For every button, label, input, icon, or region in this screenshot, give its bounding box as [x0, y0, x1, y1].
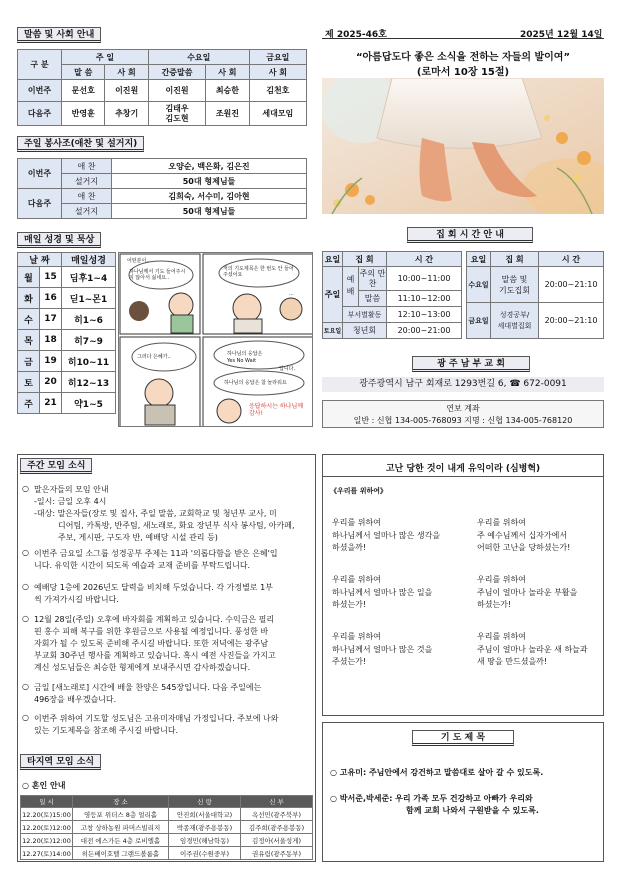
hymn-line: 하나님께서 얼마나 많은 것을 — [332, 644, 433, 654]
comic-bubble-7: 하나님의 응답은 참 놀라워요 — [224, 380, 287, 386]
hymn-line: 우리를 위하여 — [477, 632, 526, 641]
roles-cell: 김태우 김도현 — [148, 102, 205, 126]
schedule-name: 주의 만찬 — [359, 267, 387, 291]
weekly-item: ○ 12월 28일(주일) 오후에 바자회를 계획하고 있습니다. 수익금은 필리 핀 홍수 피해 복구를 위한 후원금으로 사용될 예정입니다. 풍성한 바 자회가 될 수 있도록 준비해 주시길 바랍니다. 또한 저녁에는 광주남 부교회 30주년 행사를 계획하고 있습니다. 혹시 예전 사진들을 가지고 계신 성도님들은 최승한 형제에게 보내주시면 감사하겠습니다. — [22, 614, 312, 674]
hymn-left-stanza — [332, 574, 472, 612]
roles-subhead: 사 회 — [105, 65, 148, 80]
wedding-cell: 대전 에스가든 4층 로비엘홀 — [73, 834, 169, 847]
bible-day: 주 — [18, 393, 40, 414]
schedule-time: 20:00~21:00 — [387, 323, 462, 339]
weekly-line: 이번주 금요일 소그룹 성경공부 주제는 11과 '의롭다함을 받은 은혜'입 — [34, 549, 278, 558]
feet-illustration — [322, 78, 604, 214]
bible-date: 19 — [40, 351, 62, 372]
weekly-item: ○ 예배당 1층에 2026년도 달력을 비치해 두었습니다. 각 가정별로 1부 씩 가져가시길 바랍니다. — [22, 582, 312, 606]
account-numbers: 일반 : 신협 134-005-768093 지명 : 신협 134-005-768120 — [353, 416, 573, 425]
wedding-cell: 히든베이호텔 그랜드볼룸홀 — [73, 847, 169, 860]
wedding-cell: 12.20(토)15:00 — [21, 808, 73, 821]
roles-cell: 세대모임 — [249, 102, 306, 126]
weekly-line: 니다. 유익한 시간이 되도록 예습과 교재 준비를 부탁드립니다. — [34, 561, 251, 570]
verse-ref: (로마서 10장 15절) — [416, 67, 510, 78]
wedding-head: 장 소 — [73, 796, 169, 808]
weekly-line: 자회가 될 수 있도록 준비해 주시길 바랍니다. 또한 저녁에는 광주남 — [34, 639, 269, 648]
roles-subhead: 사 회 — [249, 65, 306, 80]
hymn-line: 어떠한 고난을 당하셨는가! — [477, 543, 571, 552]
hymn-line: 하나님께서 얼마나 많은 생각을 — [332, 530, 441, 540]
service-role: 애 찬 — [62, 189, 112, 204]
schedule-day: 수요일 — [467, 267, 491, 303]
roles-cell: 반영훈 — [62, 102, 105, 126]
schedule-head: 시 간 — [387, 252, 462, 267]
roles-subhead: 말 씀 — [62, 65, 105, 80]
weekly-item: ○ 금일 [새노래로] 시간에 배울 찬양은 545장입니다. 다음 주일에는 496장을 배우겠습니다. — [22, 682, 312, 706]
weekly-line: 씩 가져가시길 바랍니다. — [34, 595, 119, 604]
bible-day: 금 — [18, 351, 40, 372]
weekly-line: 496장을 배우겠습니다. — [34, 695, 117, 704]
bible-reading: 히1~6 — [62, 309, 116, 330]
hymn-line: 하셨는가! — [332, 600, 367, 609]
service-section-title: 주일 봉사조(애찬 및 설거지) — [17, 136, 144, 152]
bible-reading: 딛1~몬1 — [62, 288, 116, 309]
bible-date: 16 — [40, 288, 62, 309]
hymn-line: 우리를 위하여 — [332, 575, 381, 584]
roles-row-label: 다음주 — [18, 102, 62, 126]
bible-reading: 히12~13 — [62, 372, 116, 393]
prayer-text: : 우리 가족 모두 건강하고 아빠가 우리와 — [389, 794, 533, 803]
roles-cell: 이진원 — [148, 80, 205, 102]
comic-bubble-5: 하나님의 응답은 — [227, 351, 263, 357]
bible-head-text: 매일성경 — [62, 253, 116, 267]
bible-reading: 딤후1~4 — [62, 267, 116, 288]
wedding-cell: 12.27(토)14:00 — [21, 847, 73, 860]
schedule-name: 청년회 — [343, 323, 387, 339]
schedule-head: 집 회 — [343, 252, 387, 267]
weekly-line: 예배당 1층에 2026년도 달력을 비치해 두었습니다. 각 가정별로 1부 — [34, 583, 273, 592]
wedding-head: 신 랑 — [169, 796, 241, 808]
wedding-cell: 옥선민(광주북부) — [241, 808, 313, 821]
hymn-rule — [322, 476, 604, 477]
wedding-cell: 김정아(서울성게) — [241, 834, 313, 847]
bible-day: 목 — [18, 330, 40, 351]
prayer-name: 박서준,박세준 — [339, 794, 390, 803]
comic-bubble-2: 저의 기도제목은 한 번도 안 들어주셨어요 — [223, 266, 294, 278]
schedule-day: 토요일 — [323, 323, 343, 339]
hymn-line: 주님이 얼마나 놀라운 부활을 — [477, 587, 578, 597]
wedding-cell: 권유림(광주동부) — [241, 847, 313, 860]
verse-text: “아름답도다 좋은 소식을 전하는 자들의 발이여” — [355, 52, 571, 63]
hymn-right-stanza — [477, 574, 603, 612]
wedding-cell: 박종재(광주용봉동) — [169, 821, 241, 834]
roles-cell: 이진원 — [105, 80, 148, 102]
prayer-name: 고유미 — [339, 768, 363, 777]
weekly-line: 금일 [새노래로] 시간에 배울 찬양은 545장입니다. 다음 주일에는 — [34, 683, 262, 692]
bible-head-date: 날 짜 — [18, 253, 62, 267]
bible-date: 15 — [40, 267, 62, 288]
service-week: 이번주 — [18, 159, 62, 189]
comic-caption: 응답하시는 하나님께 감사! — [249, 403, 304, 417]
wedding-cell: 영등포 위더스 8층 얼리홀 — [73, 808, 169, 821]
wedding-head: 일 시 — [21, 796, 73, 808]
roles-section-title: 말씀 및 사회 안내 — [17, 27, 101, 43]
wedding-cell: 12.20(토)12:00 — [21, 821, 73, 834]
hymn-line: 주 예수님께서 십자가에서 — [477, 530, 568, 540]
weekly-line: 12월 28일(주일) 오후에 바자회를 계획하고 있습니다. 수익금은 필리 — [34, 615, 275, 624]
wedding-cell: 김주희(광주용봉동) — [241, 821, 313, 834]
schedule-name: 성경공부/ 세대별집회 — [491, 303, 539, 339]
schedule-head: 요일 — [467, 252, 491, 267]
service-who: 오양순, 백은화, 김은진 — [112, 159, 307, 174]
weekly-line: 말은자들의 모임 안내 — [34, 485, 109, 494]
schedule-head: 요일 — [323, 252, 343, 267]
service-week: 다음주 — [18, 189, 62, 219]
comic-bubble-8: 입니다. — [279, 366, 296, 372]
hymn-right-stanza — [477, 631, 603, 669]
weekly-item: ○ 이번주 위하여 기도할 성도님은 고유미자매님 가정입니다. 주보에 나와 있는 기도제목을 참조해 주시길 바랍니다. — [22, 713, 312, 737]
roles-subhead: 간증말씀 — [148, 65, 205, 80]
hymn-line: 하셨을까! — [332, 543, 367, 552]
church-name: 광 주 남 부 교 회 — [412, 356, 530, 372]
prayer-text: : 주님안에서 강건하고 말씀대로 살아 갈 수 있도록. — [362, 768, 544, 777]
wedding-cell: 고창 상하농원 파머스빌리지 — [73, 821, 169, 834]
roles-cell: 최승한 — [206, 80, 249, 102]
bible-day: 수 — [18, 309, 40, 330]
wedding-subtitle: ○ 혼인 안내 — [22, 781, 66, 790]
wedding-head: 신 부 — [241, 796, 313, 808]
schedule-table-left — [322, 251, 462, 339]
account-box — [322, 400, 604, 428]
bible-table — [17, 252, 116, 414]
roles-group-sunday: 주 일 — [62, 50, 149, 65]
hymn-line: 주님이 얼마나 놀라운 새 하늘과 — [477, 644, 588, 654]
bible-section-title: 매일 성경 및 묵상 — [17, 232, 101, 248]
service-who: 50대 형제님들 — [112, 174, 307, 189]
schedule-head: 시 간 — [539, 252, 604, 267]
weekly-line: 부교회 30주년 행사를 계획하고 있습니다. 혹시 예전 사진들을 가지고 — [34, 651, 276, 660]
service-role: 설거지 — [62, 204, 112, 219]
wedding-subtitle-text: 혼인 안내 — [31, 781, 66, 790]
church-address: 광주광역시 남구 회재로 1293번길 6, ☎ 672-0091 — [322, 377, 604, 392]
header-rule — [322, 38, 604, 39]
bible-date: 21 — [40, 393, 62, 414]
roles-cell: 김천호 — [249, 80, 306, 102]
roles-cell: 조원진 — [206, 102, 249, 126]
schedule-name: 말씀 — [359, 291, 387, 307]
weekly-line: -대상: 말은자들(장로 및 집사, 주일 말씀, 교회학교 및 청년부 교사, 미 — [34, 509, 277, 518]
roles-cell: 문선호 — [62, 80, 105, 102]
prayer-item: ○ 고유미: 주님안에서 강건하고 말씀대로 살아 갈 수 있도록. — [330, 768, 544, 777]
schedule-table-right — [466, 251, 604, 339]
issue-date: 2025년 12월 14일 — [520, 30, 603, 40]
hymn-subtitle: 《우리를 위하여》 — [330, 487, 388, 495]
schedule-time: 20:00~21:10 — [539, 267, 604, 303]
weekly-item: ○ 말은자들의 모임 안내 -일시: 금일 오후 4시 -대상: 말은자들(장로 및 집사, 주일 말씀, 교회학교 및 청년부 교사, 미 디어팀, 카톡방, 반주팀, 새노래로, 화요 장년부 식사 봉사팀, 아카페, 주보, 게시판, 구도자 반, 예배당 시설 관리 등) — [22, 484, 312, 544]
roles-group-friday: 금요일 — [249, 50, 306, 65]
schedule-time: 10:00~11:00 — [387, 267, 462, 291]
bible-reading: 히7~9 — [62, 330, 116, 351]
hymn-right-stanza — [477, 517, 603, 555]
comic-strip — [118, 252, 313, 427]
bible-day: 월 — [18, 267, 40, 288]
bible-reading: 약1~5 — [62, 393, 116, 414]
weekly-line: 핀 홍수 피해 복구를 위한 후원금으로 사용될 예정입니다. 풍성한 바 — [34, 627, 269, 636]
comic-bubble-4: 그러다 은혜가.. — [137, 354, 171, 360]
schedule-section-title: 집 회 시 간 안 내 — [407, 227, 533, 243]
weekly-line: 이번주 위하여 기도할 성도님은 고유미자매님 가정입니다. 주보에 나와 — [34, 714, 279, 723]
wedding-table — [20, 795, 313, 860]
comic-bubble-3: ... — [289, 291, 294, 297]
wedding-cell: 12.20(토)12:00 — [21, 834, 73, 847]
prayer-text: 함께 교회 나와서 구원받을 수 있도록. — [406, 806, 539, 815]
bible-date: 18 — [40, 330, 62, 351]
wedding-cell: 이주권(수원중부) — [169, 847, 241, 860]
roles-cell: 추창기 — [105, 102, 148, 126]
hymn-line: 우리를 위하여 — [477, 518, 526, 527]
wedding-cell: 임경민(해남학동) — [169, 834, 241, 847]
schedule-head: 집 회 — [491, 252, 539, 267]
weekly-line: 있는 기도제목을 참조해 주시길 바랍니다. — [34, 726, 179, 735]
roles-table — [17, 49, 307, 126]
weekly-line: 디어팀, 카톡방, 반주팀, 새노래로, 화요 장년부 식사 봉사팀, 아카페, — [58, 521, 295, 530]
weekly-line: -일시: 금일 오후 4시 — [34, 497, 107, 506]
account-title: 연보 계좌 — [446, 404, 480, 413]
schedule-day: 금요일 — [467, 303, 491, 339]
hymn-line: 새 땅을 만드셨을까! — [477, 657, 548, 666]
comic-bubble-1: 하나님께서 기도 들어주시지 않아서 싫네요.. — [129, 269, 186, 281]
hymn-line: 우리를 위하여 — [332, 518, 381, 527]
comic-bubble-0: 어떤분이.. — [127, 258, 150, 264]
bible-date: 20 — [40, 372, 62, 393]
bible-date: 17 — [40, 309, 62, 330]
schedule-name: 부서별활동 — [343, 307, 387, 323]
issue-number: 제 2025-46호 — [325, 30, 387, 40]
weekly-item: ○ 이번주 금요일 소그룹 성경공부 주제는 11과 '의롭다함을 받은 은혜'입 니다. 유익한 시간이 되도록 예습과 교재 준비를 부탁드립니다. — [22, 548, 312, 572]
bible-day: 화 — [18, 288, 40, 309]
schedule-time: 11:10~12:00 — [387, 291, 462, 307]
service-who: 50대 형제님들 — [112, 204, 307, 219]
weekly-line: 주보, 게시판, 구도자 반, 예배당 시설 관리 등) — [58, 533, 218, 542]
hymn-line: 하셨는가! — [477, 600, 512, 609]
hymn-line: 주셨는가! — [332, 657, 367, 666]
prayer-item: ○ 박서준,박세준: 우리 가족 모두 건강하고 아빠가 우리와 함께 교회 나와서 구원받을 수 있도록. — [330, 794, 539, 815]
service-role: 애 찬 — [62, 159, 112, 174]
weekly-line: 계신 성도님들은 최승한 형제에게 보내주시면 감사하겠습니다. — [34, 663, 251, 672]
roles-group-wednesday: 수요일 — [148, 50, 249, 65]
hymn-line: 하나님께서 얼마나 많은 일을 — [332, 587, 433, 597]
service-table — [17, 158, 307, 219]
schedule-time: 12:10~13:00 — [387, 307, 462, 323]
roles-row-label: 이번주 — [18, 80, 62, 102]
service-who: 김희숙, 서수미, 김아현 — [112, 189, 307, 204]
service-role: 설거지 — [62, 174, 112, 189]
schedule-name: 말씀 및 기도집회 — [491, 267, 539, 303]
prayer-title: 기 도 제 목 — [412, 730, 514, 746]
schedule-time: 20:00~21:10 — [539, 303, 604, 339]
hymn-line: 우리를 위하여 — [332, 632, 381, 641]
hymn-left-stanza — [332, 517, 472, 555]
roles-label-header: 구 분 — [18, 50, 62, 80]
bible-day: 토 — [18, 372, 40, 393]
schedule-day: 주일 — [323, 267, 343, 323]
roles-subhead: 사 회 — [206, 65, 249, 80]
weekly-section-title: 주간 모임 소식 — [20, 458, 92, 474]
other-section-title: 타지역 모임 소식 — [20, 754, 101, 770]
comic-bubble-6: Yes No Wait — [227, 358, 257, 364]
wedding-cell: 안진희(서울대학교) — [169, 808, 241, 821]
hymn-left-stanza — [332, 631, 472, 669]
schedule-kind: 예배 — [343, 267, 359, 307]
bible-reading: 히10~11 — [62, 351, 116, 372]
hymn-line: 우리를 위하여 — [477, 575, 526, 584]
hymn-title: 고난 당한 것이 내게 유익이라 (심병혁) — [385, 464, 541, 474]
